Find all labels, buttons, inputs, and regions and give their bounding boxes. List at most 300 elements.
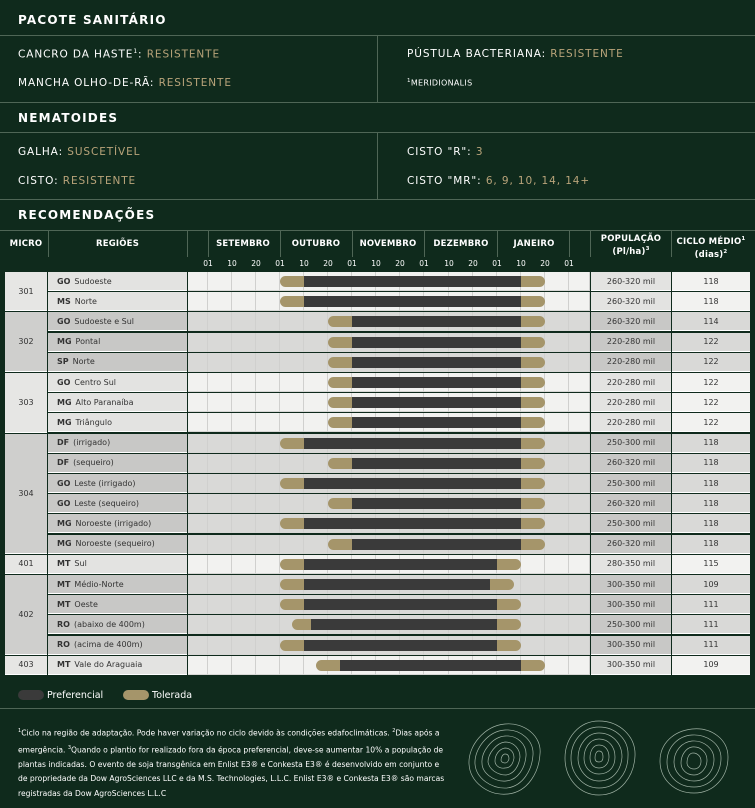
calendar-cell [232,434,256,453]
calendar-cell [188,454,208,473]
calendar-cell [208,595,232,614]
calendar-cell [232,595,256,614]
calendar-cell [188,555,208,574]
region-name: (acima de 400m) [73,640,143,650]
region-cell [48,514,187,533]
populacao-cell: 220-280 mil [591,413,671,432]
calendar-cell [256,312,280,331]
mancha-olho-de-ra: MANCHA OLHO-DE-RÃ: RESISTENTE [18,77,232,89]
calendar-cell [208,272,232,291]
calendar-cell [569,393,590,412]
calendar-cell [545,514,569,533]
ciclo-cell: 111 [672,595,750,614]
header-regioes: REGIÕES [95,239,140,249]
calendar-cell [232,292,256,311]
calendar-cell [280,312,304,331]
region-cell [48,555,187,574]
calendar-cell [280,373,304,392]
divider [0,199,755,200]
tick-label: 01 [347,259,357,268]
calendar-cell [188,272,208,291]
header-separator [187,231,188,257]
calendar-cell [569,292,590,311]
calendar-cell [188,595,208,614]
legend-swatch-preferencial [18,690,44,700]
calendar-cell [304,353,328,372]
populacao-cell: 260-320 mil [591,292,671,311]
calendar-cell [232,454,256,473]
calendar-cell [232,555,256,574]
populacao-cell: 250-300 mil [591,615,671,634]
populacao-cell: 280-350 mil [591,555,671,574]
calendar-cell [232,312,256,331]
header-month-outubro: OUTUBRO [291,239,341,249]
ciclo-cell: 118 [672,474,750,493]
region-name: Alto Paranaíba [75,397,134,407]
calendar-cell [304,312,328,331]
calendar-cell [208,615,232,634]
preferencial-bar [304,579,490,590]
header-separator [280,231,281,257]
ciclo-cell: 109 [672,575,750,594]
calendar-cell [188,413,208,432]
cancro-da-haste: CANCRO DA HASTE$^1$: RESISTENTE [18,48,221,61]
header-month-janeiro: JANEIRO [513,239,555,249]
state-code: MG [57,417,72,427]
calendar-cell [256,454,280,473]
calendar-cell [208,434,232,453]
calendar-cell [545,656,569,675]
header-populacao: POPULAÇÃO $(Pl/ha)^3$ [600,234,662,257]
cisto-r: CISTO "R": 3 [407,146,484,158]
calendar-cell [256,636,280,655]
header-separator [424,231,425,257]
calendar-cell [208,636,232,655]
preferencial-bar [304,518,521,529]
calendar-cell [208,555,232,574]
region-name: Oeste [74,599,98,609]
calendar-cell [232,656,256,675]
calendar-cell [256,474,280,493]
ciclo-cell: 118 [672,514,750,533]
region-name: Leste (irrigado) [74,478,136,488]
calendar-cell [280,494,304,513]
micro-cell: 402 [5,575,47,655]
calendar-cell [208,353,232,372]
legend-label-preferencial: Preferencial [47,690,104,701]
calendar-cell [232,413,256,432]
populacao-cell: 250-300 mil [591,434,671,453]
calendar-cell [256,333,280,352]
region-name: (irrigado) [73,438,111,448]
region-name: Sudoeste [74,276,112,286]
state-code: DF [57,438,70,448]
calendar-cell [569,413,590,432]
calendar-cell [569,636,590,655]
region-name: Centro Sul [74,377,117,387]
ciclo-cell: 118 [672,272,750,291]
calendar-cell [188,535,208,554]
populacao-cell: 220-280 mil [591,373,671,392]
calendar-cell [188,636,208,655]
region-cell [48,474,187,493]
calendar-cell [545,292,569,311]
state-code: MG [57,397,72,407]
footnote-text: $^1$Ciclo na região de adaptação. Pode haver variação no ciclo devido às condições edafoclimáticas. $^2$Dias após a emergência. $^3$Quando o plantio for realizado fora da época preferencial, deve-se aumentar 10% a população de plantas indicadas. O evento de soja transgênica em Enlist E3® e Conkesta E3® é desenvolvido em conjunto e de propriedade da Dow AgroSciences LLC e da M.S. Technologies, L.L.C. Enlist E3® e Conkesta E3® são marcas registradas da Dow AgroSciences L.L.C [18,728,445,798]
region-cell [48,535,187,554]
calendar-cell [569,514,590,533]
preferencial-bar [304,276,521,287]
populacao-cell: 300-350 mil [591,636,671,655]
calendar-cell [188,434,208,453]
ciclo-cell: 118 [672,454,750,473]
calendar-cell [569,434,590,453]
calendar-cell [208,312,232,331]
header-separator [671,231,672,257]
region-name: Leste (sequeiro) [74,498,140,508]
region-cell [48,393,187,412]
calendar-cell [569,575,590,594]
calendar-cell [545,413,569,432]
calendar-cell [208,656,232,675]
legend-label-tolerada: Tolerada [152,690,193,701]
populacao-cell: 300-350 mil [591,656,671,675]
calendar-cell [256,514,280,533]
calendar-cell [208,494,232,513]
populacao-cell: 300-350 mil [591,575,671,594]
preferencial-bar [352,397,521,408]
ciclo-cell: 118 [672,535,750,554]
populacao-cell: 250-300 mil [591,514,671,533]
calendar-cell [521,595,545,614]
state-code: GO [57,498,71,508]
calendar-cell [256,535,280,554]
region-name: (sequeiro) [73,458,114,468]
calendar-cell [188,393,208,412]
calendar-cell [256,494,280,513]
calendar-cell [188,514,208,533]
region-cell [48,292,187,311]
section-title-nematoides: NEMATOIDES [18,111,119,125]
calendar-cell [304,454,328,473]
populacao-cell: 220-280 mil [591,333,671,352]
calendar-cell [188,292,208,311]
micro-cell: 403 [5,656,47,675]
tick-label: 10 [444,259,454,268]
preferencial-bar [352,357,521,368]
calendar-cell [208,454,232,473]
calendar-cell [569,373,590,392]
calendar-cell [256,595,280,614]
state-code: SP [57,357,69,367]
micro-cell: 401 [5,555,47,574]
state-code: RO [57,640,70,650]
calendar-cell [256,413,280,432]
region-name: Pontal [75,337,101,347]
calendar-cell [545,615,569,634]
calendar-cell [304,535,328,554]
header-separator [208,231,209,257]
calendar-cell [232,615,256,634]
region-cell [48,595,187,614]
state-code: MG [57,337,72,347]
calendar-cell [188,575,208,594]
calendar-cell [569,333,590,352]
preferencial-bar [304,296,521,307]
preferencial-bar [304,559,497,570]
preferencial-bar [352,417,521,428]
ciclo-cell: 118 [672,434,750,453]
calendar-cell [188,494,208,513]
calendar-cell [304,333,328,352]
calendar-cell [256,555,280,574]
calendar-cell [521,636,545,655]
header-separator [569,231,570,257]
calendar-cell [545,494,569,513]
calendar-cell [256,353,280,372]
calendar-cell [256,656,280,675]
cisto: CISTO: RESISTENTE [18,175,137,187]
calendar-cell [188,312,208,331]
pustula-bacteriana: PÚSTULA BACTERIANA: RESISTENTE [407,48,624,60]
calendar-cell [280,454,304,473]
calendar-cell [256,373,280,392]
calendar-cell [521,575,545,594]
calendar-cell [232,474,256,493]
calendar-cell [208,535,232,554]
calendar-cell [280,413,304,432]
region-name: (abaixo de 400m) [73,619,145,629]
calendar-cell [521,555,545,574]
populacao-cell: 260-320 mil [591,272,671,291]
sanitario-footnote: $^1$MERIDIONALIS [407,78,473,88]
ciclo-cell: 122 [672,413,750,432]
calendar-cell [256,272,280,291]
section-title-sanitario: PACOTE SANITÁRIO [18,13,167,27]
region-name: Triângulo [75,417,112,427]
calendar-cell [232,636,256,655]
tick-label: 01 [564,259,574,268]
region-cell [48,312,187,331]
soybean-leaf-contour-icon [656,725,732,797]
legend-swatch-tolerada [123,690,149,700]
calendar-cell [280,393,304,412]
region-cell [48,575,187,594]
calendar-cell [569,272,590,291]
tick-label: 20 [251,259,261,268]
tick-label: 01 [203,259,213,268]
preferencial-bar [304,438,521,449]
calendar-cell [545,555,569,574]
soybean-leaf-contour-icon [561,718,639,798]
preferencial-bar [352,377,521,388]
region-name: Norte [74,296,97,306]
calendar-cell [208,333,232,352]
preferencial-bar [311,619,497,630]
calendar-cell [208,373,232,392]
divider [0,708,755,709]
region-name: Norte [72,357,95,367]
preferencial-bar [340,660,521,671]
calendar-cell [256,393,280,412]
tick-label: 10 [299,259,309,268]
calendar-cell [232,353,256,372]
calendar-cell [208,413,232,432]
calendar-cell [232,514,256,533]
divider [0,102,755,103]
calendar-cell [188,615,208,634]
region-name: Sudoeste e Sul [74,316,135,326]
preferencial-bar [304,640,497,651]
ciclo-cell: 111 [672,636,750,655]
state-code: MT [57,559,71,569]
preferencial-bar [304,478,521,489]
state-code: MS [57,296,71,306]
populacao-cell: 250-300 mil [591,474,671,493]
calendar-cell [569,615,590,634]
calendar-cell [208,575,232,594]
tick-label: 20 [540,259,550,268]
state-code: GO [57,276,71,286]
populacao-cell: 260-320 mil [591,535,671,554]
calendar-cell [208,514,232,533]
calendar-cell [569,555,590,574]
calendar-cell [208,474,232,493]
calendar-cell [545,474,569,493]
micro-cell: 302 [5,312,47,372]
header-separator [497,231,498,257]
state-code: MG [57,518,72,528]
calendar-cell [304,373,328,392]
region-cell [48,353,187,372]
region-cell [48,434,187,453]
calendar-cell [232,575,256,594]
divider [0,230,755,231]
calendar-cell [188,373,208,392]
header-ciclo-medio: CICLO MÉDIO$^1$ (dias)$^2$ [676,236,746,260]
soybean-leaf-contour-icon [464,720,546,798]
calendar-cell [188,656,208,675]
calendar-cell [208,393,232,412]
ciclo-cell: 111 [672,615,750,634]
state-code: MG [57,539,72,549]
calendar-cell [304,494,328,513]
section-title-recomendacoes: RECOMENDAÇÕES [18,208,156,222]
state-code: RO [57,619,70,629]
calendar-cell [280,333,304,352]
calendar-cell [232,333,256,352]
calendar-cell [545,454,569,473]
populacao-cell: 300-350 mil [591,595,671,614]
state-code: DF [57,458,70,468]
preferencial-bar [304,599,497,610]
state-code: GO [57,377,71,387]
region-cell [48,272,187,291]
calendar-cell [545,595,569,614]
calendar-cell [545,575,569,594]
region-name: Médio-Norte [74,579,124,589]
calendar-cell [188,333,208,352]
state-code: MT [57,660,71,670]
calendar-cell [569,595,590,614]
calendar-cell [569,312,590,331]
tick-label: 01 [492,259,502,268]
tick-label: 20 [468,259,478,268]
populacao-cell: 260-320 mil [591,454,671,473]
cisto-mr: CISTO "MR": 6, 9, 10, 14, 14+ [407,175,591,187]
header-month-setembro: SETEMBRO [216,239,270,249]
state-code: GO [57,316,71,326]
calendar-cell [256,615,280,634]
region-cell [48,494,187,513]
tick-label: 10 [227,259,237,268]
populacao-cell: 260-320 mil [591,494,671,513]
micro-cell: 303 [5,373,47,433]
region-cell [48,413,187,432]
calendar-cell [545,535,569,554]
populacao-cell: 220-280 mil [591,353,671,372]
header-separator [48,231,49,257]
galha: GALHA: SUSCETÍVEL [18,146,141,158]
ciclo-cell: 118 [672,494,750,513]
tick-label: 01 [275,259,285,268]
calendar-cell [232,535,256,554]
header-month-dezembro: DEZEMBRO [433,239,489,249]
calendar-cell [569,494,590,513]
calendar-cell [256,575,280,594]
ciclo-cell: 109 [672,656,750,675]
calendar-cell [188,474,208,493]
header-separator [352,231,353,257]
state-code: MT [57,579,71,589]
ciclo-cell: 122 [672,333,750,352]
region-name: Noroeste (sequeiro) [75,539,155,549]
region-name: Sul [74,559,87,569]
calendar-cell [545,393,569,412]
region-name: Noroeste (irrigado) [75,518,152,528]
region-cell [48,454,187,473]
calendar-cell [256,292,280,311]
calendar-cell [545,272,569,291]
calendar-cell [569,656,590,675]
tick-label: 20 [323,259,333,268]
calendar-cell [569,474,590,493]
calendar-cell [545,636,569,655]
divider [377,133,378,199]
header-month-novembro: NOVEMBRO [359,239,417,249]
region-name: Vale do Araguaia [74,660,143,670]
tick-label: 10 [371,259,381,268]
state-code: MT [57,599,71,609]
region-cell [48,333,187,352]
calendar-cell [232,393,256,412]
state-code: GO [57,478,71,488]
calendar-cell [280,353,304,372]
calendar-cell [545,353,569,372]
calendar-cell [545,312,569,331]
calendar-cell [208,292,232,311]
preferencial-bar [352,337,521,348]
ciclo-cell: 122 [672,353,750,372]
calendar-cell [569,535,590,554]
region-cell [48,373,187,392]
calendar-cell [232,494,256,513]
calendar-cell [280,535,304,554]
ciclo-cell: 114 [672,312,750,331]
ciclo-cell: 122 [672,393,750,412]
ciclo-cell: 122 [672,373,750,392]
calendar-cell [188,353,208,372]
